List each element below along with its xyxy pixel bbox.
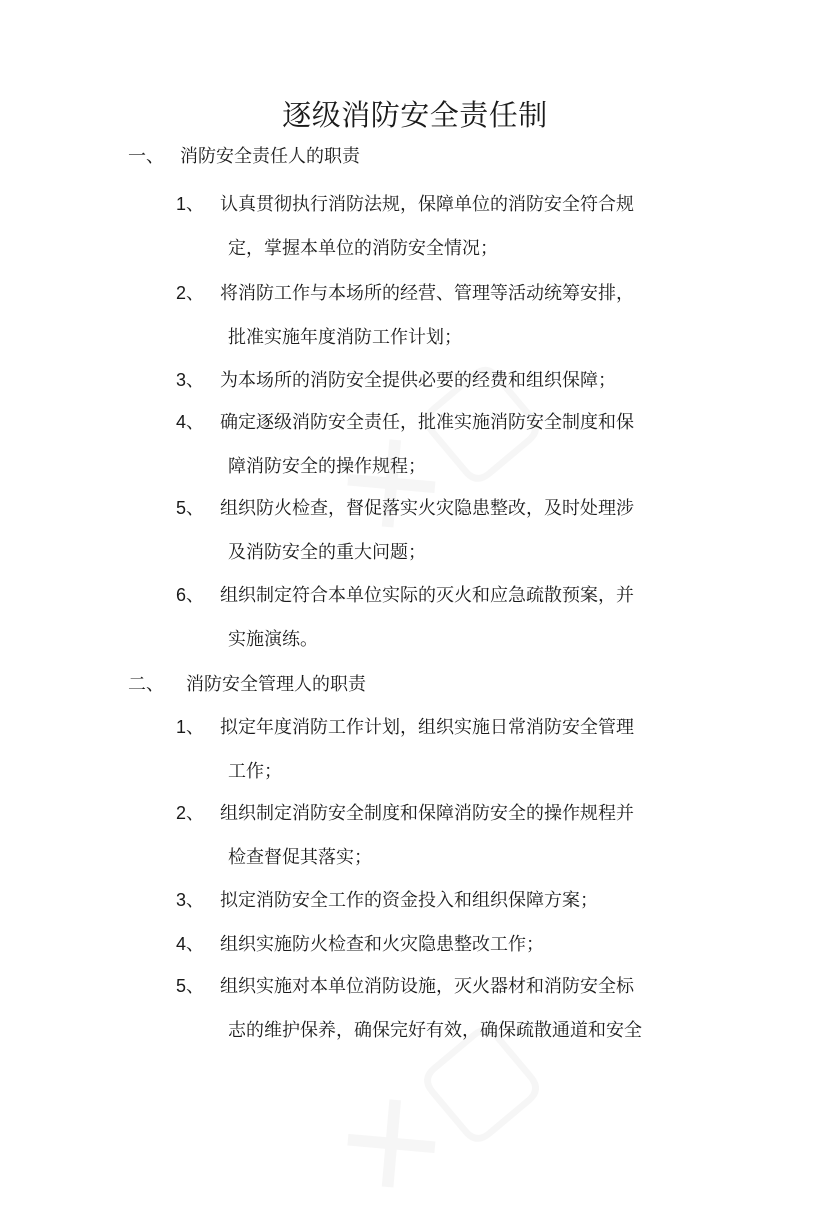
item-number: 2、 [176,283,205,303]
item-text-continued: 批准实施年度消防工作计划； [228,327,462,348]
document-title: 逐级消防安全责任制 [282,98,548,132]
item-text: 组织实施对本单位消防设施，灭火器材和消防安全标 [220,976,634,997]
item-number: 3、 [176,370,205,390]
section-heading-text: 消防安全管理人的职责 [186,674,366,695]
item-text: 组织防火检查，督促落实火灾隐患整改，及时处理涉 [220,498,634,519]
list-item [176,930,716,959]
item-text-continued: 工作； [228,761,282,782]
list-item [176,886,716,915]
item-text: 为本场所的消防安全提供必要的经费和组织保障； [220,370,616,391]
list-item [176,581,716,654]
item-number: 6、 [176,585,205,605]
item-text: 组织制定符合本单位实际的灭火和应急疏散预案，并 [220,585,634,606]
item-number: 3、 [176,890,205,910]
item-text-continued: 实施演练。 [228,629,318,650]
item-number: 1、 [176,194,205,214]
item-number: 5、 [176,976,205,996]
item-text: 将消防工作与本场所的经营、管理等活动统筹安排， [220,283,634,304]
item-number: 4、 [176,412,205,432]
item-text: 组织实施防火检查和火灾隐患整改工作； [220,934,544,955]
list-item [176,190,716,263]
list-item [176,366,716,395]
item-text: 组织制定消防安全制度和保障消防安全的操作规程并 [220,803,634,824]
section-heading [128,671,366,699]
list-item [176,713,716,786]
item-number: 5、 [176,498,205,518]
item-text-continued: 及消防安全的重大问题； [228,542,426,563]
item-text: 确定逐级消防安全责任，批准实施消防安全制度和保 [220,412,634,433]
section-heading-text: 消防安全责任人的职责 [180,146,360,167]
section-marker: 一、 [128,146,164,167]
item-text-continued: 定，掌握本单位的消防安全情况； [228,238,498,259]
section-heading [128,143,360,171]
item-number: 1、 [176,717,205,737]
item-text: 认真贯彻执行消防法规，保障单位的消防安全符合规 [220,194,634,215]
item-text-continued: 检查督促其落实； [228,847,372,868]
item-text: 拟定消防安全工作的资金投入和组织保障方案； [220,890,598,911]
item-number: 2、 [176,803,205,823]
item-text: 拟定年度消防工作计划，组织实施日常消防安全管理 [220,717,634,738]
list-item [176,408,716,481]
list-item [176,799,716,872]
list-item [176,494,716,567]
item-text-continued: 障消防安全的操作规程； [228,456,426,477]
item-text-continued: 志的维护保养，确保完好有效，确保疏散通道和安全 [228,1020,642,1041]
item-number: 4、 [176,934,205,954]
list-item [176,972,716,1045]
list-item [176,279,716,352]
section-marker: 二、 [128,674,164,695]
